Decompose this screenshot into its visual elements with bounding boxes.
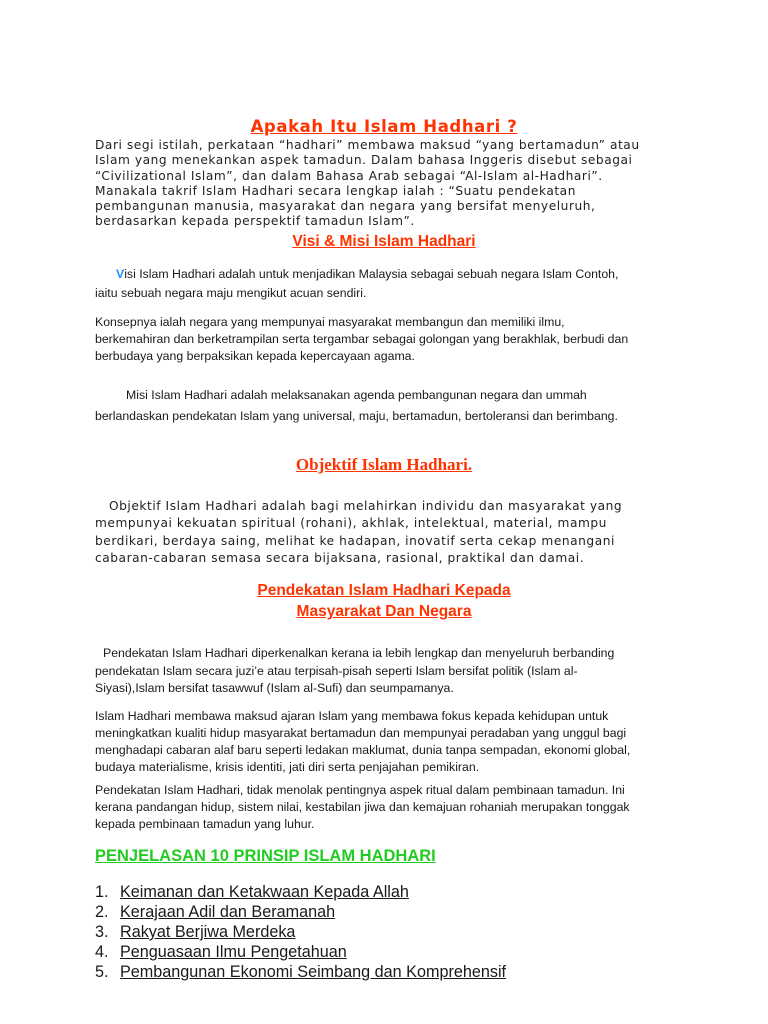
visi-paragraph xyxy=(95,265,618,302)
objektif-line: berdikari, berdaya saing, melihat ke hadapan, inovatif serta cekap menangani xyxy=(95,533,615,548)
list-item: 2. Kerajaan Adil dan Beramanah xyxy=(95,903,336,921)
list-item: 5. Pembangunan Ekonomi Seimbang dan Komprehensif xyxy=(95,963,507,981)
intro-line: Dari segi istilah, perkataan “hadhari” membawa maksud “yang bertamadun” atau xyxy=(95,138,640,152)
konsep-line: berkemahiran dan berketrampilan serta tergambar sebagai golongan yang berakhlak, berbudi dan xyxy=(95,332,629,346)
principle-text: Penguasaan Ilmu Pengetahuan xyxy=(120,943,347,961)
visi-line-2: iaitu sebuah negara maju mengikut acuan sendiri. xyxy=(95,285,367,300)
konsep-line: Konsepnya ialah negara yang mempunyai masyarakat membangun dan memiliki ilmu, xyxy=(95,315,565,329)
konsep-line: berbudaya yang berpaksikan kepada kepercayaan agama. xyxy=(95,349,415,363)
principle-text: Keimanan dan Ketakwaan Kepada Allah xyxy=(120,883,409,901)
principle-text: Rakyat Berjiwa Merdeka xyxy=(120,923,296,941)
maksud-line: Islam Hadhari membawa maksud ajaran Islam yang membawa fokus kepada kehidupan untuk xyxy=(95,709,609,723)
misi-paragraph xyxy=(95,385,618,427)
intro-line: pembangunan manusia, masyarakat dan negara yang bersifat menyeluruh, xyxy=(95,199,596,214)
title-pendekatan xyxy=(0,580,768,622)
objektif-line: Objektif Islam Hadhari adalah bagi melahirkan individu dan masyarakat yang xyxy=(109,499,623,513)
ritual-line: Pendekatan Islam Hadhari, tidak menolak pentingnya aspek ritual dalam pembinaan tamadun. Ini xyxy=(95,783,625,797)
title-visi-misi: Visi & Misi Islam Hadhari xyxy=(292,233,476,250)
list-item: 4. Penguasaan Ilmu Pengetahuan xyxy=(95,943,347,961)
intro-line: berdasarkan kepada perspektif tamadun Islam”. xyxy=(95,214,415,229)
intro-line: Manakala takrif Islam Hadhari secara lengkap ialah : “Suatu pendekatan xyxy=(95,183,576,198)
misi-line: berlandaskan pendekatan Islam yang universal, maju, bertamadun, bertoleransi dan berimbang. xyxy=(95,409,618,423)
intro-line: Islam yang menekankan aspek tamadun. Dalam bahasa Inggeris disebut sebagai xyxy=(95,153,633,168)
pendekatan-line: Pendekatan Islam Hadhari diperkenalkan kerana ia lebih lengkap dan menyeluruh berbanding xyxy=(103,646,615,660)
maksud-line: budaya materialisme, krisis identiti, jati diri serta penjajahan pemikiran. xyxy=(95,760,480,774)
list-item: 3. Rakyat Berjiwa Merdeka xyxy=(95,923,296,941)
title-apakah: Apakah Itu Islam Hadhari ? xyxy=(250,117,518,136)
principles-list xyxy=(95,882,506,982)
misi-line: Misi Islam Hadhari adalah melaksanakan agenda pembangunan negara dan ummah xyxy=(126,388,587,402)
list-item: 1. Keimanan dan Ketakwaan Kepada Allah xyxy=(95,883,409,901)
visi-line-1: Visi Islam Hadhari adalah untuk menjadikan Malaysia sebagai sebuah negara Islam Contoh, xyxy=(116,267,619,281)
pendekatan-line: pendekatan Islam secara juzi’e atau terpisah-pisah seperti Islam bersifat politik (Islam al- xyxy=(95,663,578,678)
title-prinsip: PENJELASAN 10 PRINSIP ISLAM HADHARI xyxy=(95,847,436,865)
title-pendekatan-line-1: Pendekatan Islam Hadhari Kepada xyxy=(257,582,511,599)
intro-paragraph xyxy=(95,138,640,230)
pendekatan-line: Siyasi),Islam bersifat tasawwuf (Islam al-Sufi) dan seumpamanya. xyxy=(95,681,454,695)
title-objektif: Objektif Islam Hadhari. xyxy=(295,455,473,474)
maksud-line: meningkatkan kualiti hidup masyarakat bertamadun dan mempunyai peradaban yang unggul bagi xyxy=(95,726,627,740)
visi-initial: V xyxy=(116,267,125,281)
objektif-line: cabaran-cabaran semasa secara bijaksana, rasional, praktikal dan damai. xyxy=(95,550,585,565)
principle-text: Pembangunan Ekonomi Seimbang dan Komprehensif xyxy=(120,963,507,981)
maksud-paragraph xyxy=(95,708,630,776)
principle-text: Kerajaan Adil dan Beramanah xyxy=(120,903,336,921)
ritual-line: kepada pembinaan tamadun yang luhur. xyxy=(95,817,315,831)
ritual-paragraph xyxy=(95,782,630,833)
title-pendekatan-line-2: Masyarakat Dan Negara xyxy=(296,603,472,620)
objektif-paragraph xyxy=(95,498,622,567)
pendekatan-paragraph xyxy=(95,645,614,698)
intro-line: “Civilizational Islam”, dan dalam Bahasa Arab sebagai “Al-Islam al-Hadhari”. xyxy=(95,168,603,183)
maksud-line: menghadapi cabaran alaf baru seperti ledakan maklumat, dunia tanpa sempadan, ekonomi global, xyxy=(95,743,631,757)
objektif-line: mempunyai kekuatan spiritual (rohani), akhlak, intelektual, material, mampu xyxy=(95,516,607,531)
ritual-line: kerana pandangan hidup, sistem nilai, kestabilan jiwa dan kemajuan rohaniah merupakan tonggak xyxy=(95,800,630,814)
konsep-paragraph xyxy=(95,314,628,365)
